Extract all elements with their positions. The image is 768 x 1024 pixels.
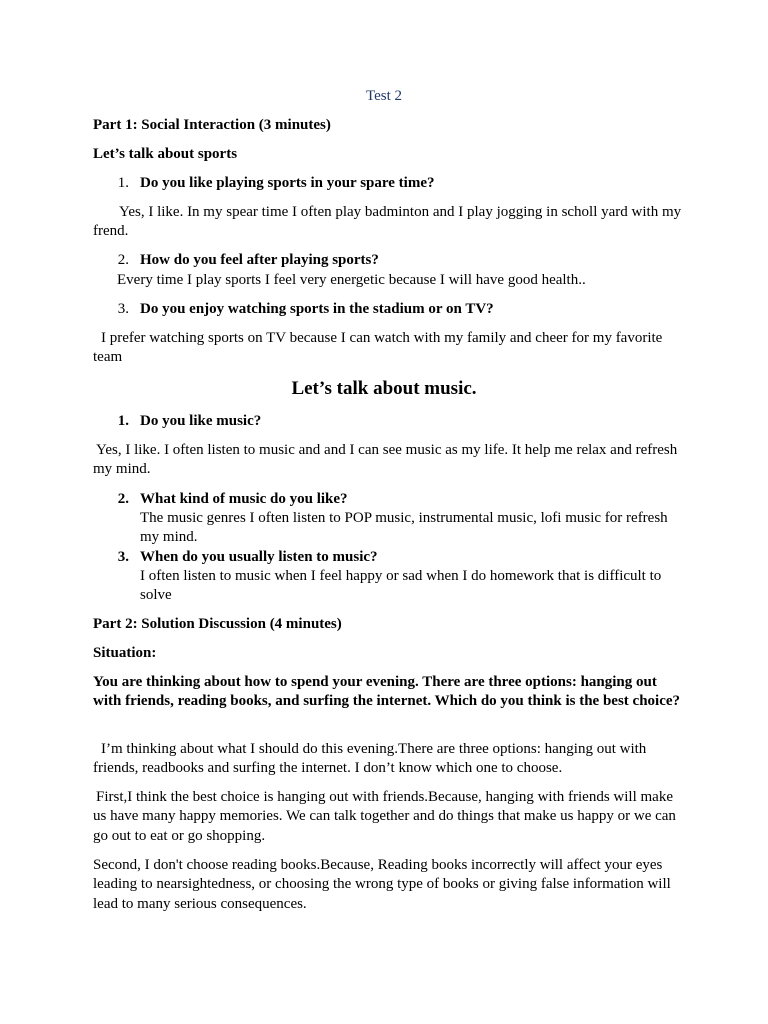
music-a3: I often listen to music when I feel happy or sad when I do homework that is difficult to solve bbox=[140, 568, 662, 604]
sports-q1: Do you like playing sports in your spare time? bbox=[140, 175, 435, 191]
sports-q3-number: 3. bbox=[117, 301, 129, 317]
situation-text: You are thinking about how to spend your evening. There are three options: hanging out with friends, reading books, and surfing the internet. Which do you think is the best choice? bbox=[93, 674, 681, 710]
sports-q2: How do you feel after playing sports? bbox=[140, 252, 379, 268]
answer-paragraph-1: I’m thinking about what I should do this evening.There are three options: hanging out with friends, readbooks and surfing the internet. I don’t know which one to choose. bbox=[93, 741, 647, 777]
music-a2: The music genres I often listen to POP music, instrumental music, lofi music for refresh my mind. bbox=[140, 510, 668, 546]
music-q3: When do you usually listen to music? bbox=[140, 549, 378, 565]
situation-label: Situation: bbox=[93, 645, 157, 661]
sports-a1: Yes, I like. In my spear time I often play badminton and I play jogging in scholl yard with my frend. bbox=[93, 204, 682, 240]
sports-a2: Every time I play sports I feel very energetic because I will have good health.. bbox=[117, 272, 586, 288]
music-q2: What kind of music do you like? bbox=[140, 491, 348, 507]
music-q2-number: 2. bbox=[117, 491, 129, 507]
part1-heading: Part 1: Social Interaction (3 minutes) bbox=[93, 117, 331, 133]
sports-heading: Let’s talk about sports bbox=[93, 146, 238, 162]
music-a1: Yes, I like. I often listen to music and and I can see music as my life. It help me relax and refresh my mind. bbox=[93, 442, 678, 478]
music-q3-number: 3. bbox=[117, 549, 129, 565]
music-heading: Let’s talk about music. bbox=[291, 378, 477, 399]
sports-q3: Do you enjoy watching sports in the stadium or on TV? bbox=[140, 301, 494, 317]
sports-q2-number: 2. bbox=[117, 252, 129, 268]
music-q1: Do you like music? bbox=[140, 413, 262, 429]
answer-paragraph-2: First,I think the best choice is hanging out with friends.Because, hanging with friends will make us have many happy memories. We can talk together and do things that make us happy or we can go out to eat or go shopping. bbox=[93, 789, 676, 844]
sports-q1-number: 1. bbox=[117, 175, 129, 191]
document-title: Test 2 bbox=[365, 88, 403, 104]
part2-heading: Part 2: Solution Discussion (4 minutes) bbox=[93, 616, 342, 632]
sports-a3: I prefer watching sports on TV because I can watch with my family and cheer for my favorite team bbox=[93, 330, 663, 366]
music-q1-number: 1. bbox=[117, 413, 129, 429]
answer-paragraph-3: Second, I don't choose reading books.Because, Reading books incorrectly will affect your eyes leading to nearsightedness, or choosing the wrong type of books or giving false information will lead to many serious consequences. bbox=[93, 857, 671, 912]
